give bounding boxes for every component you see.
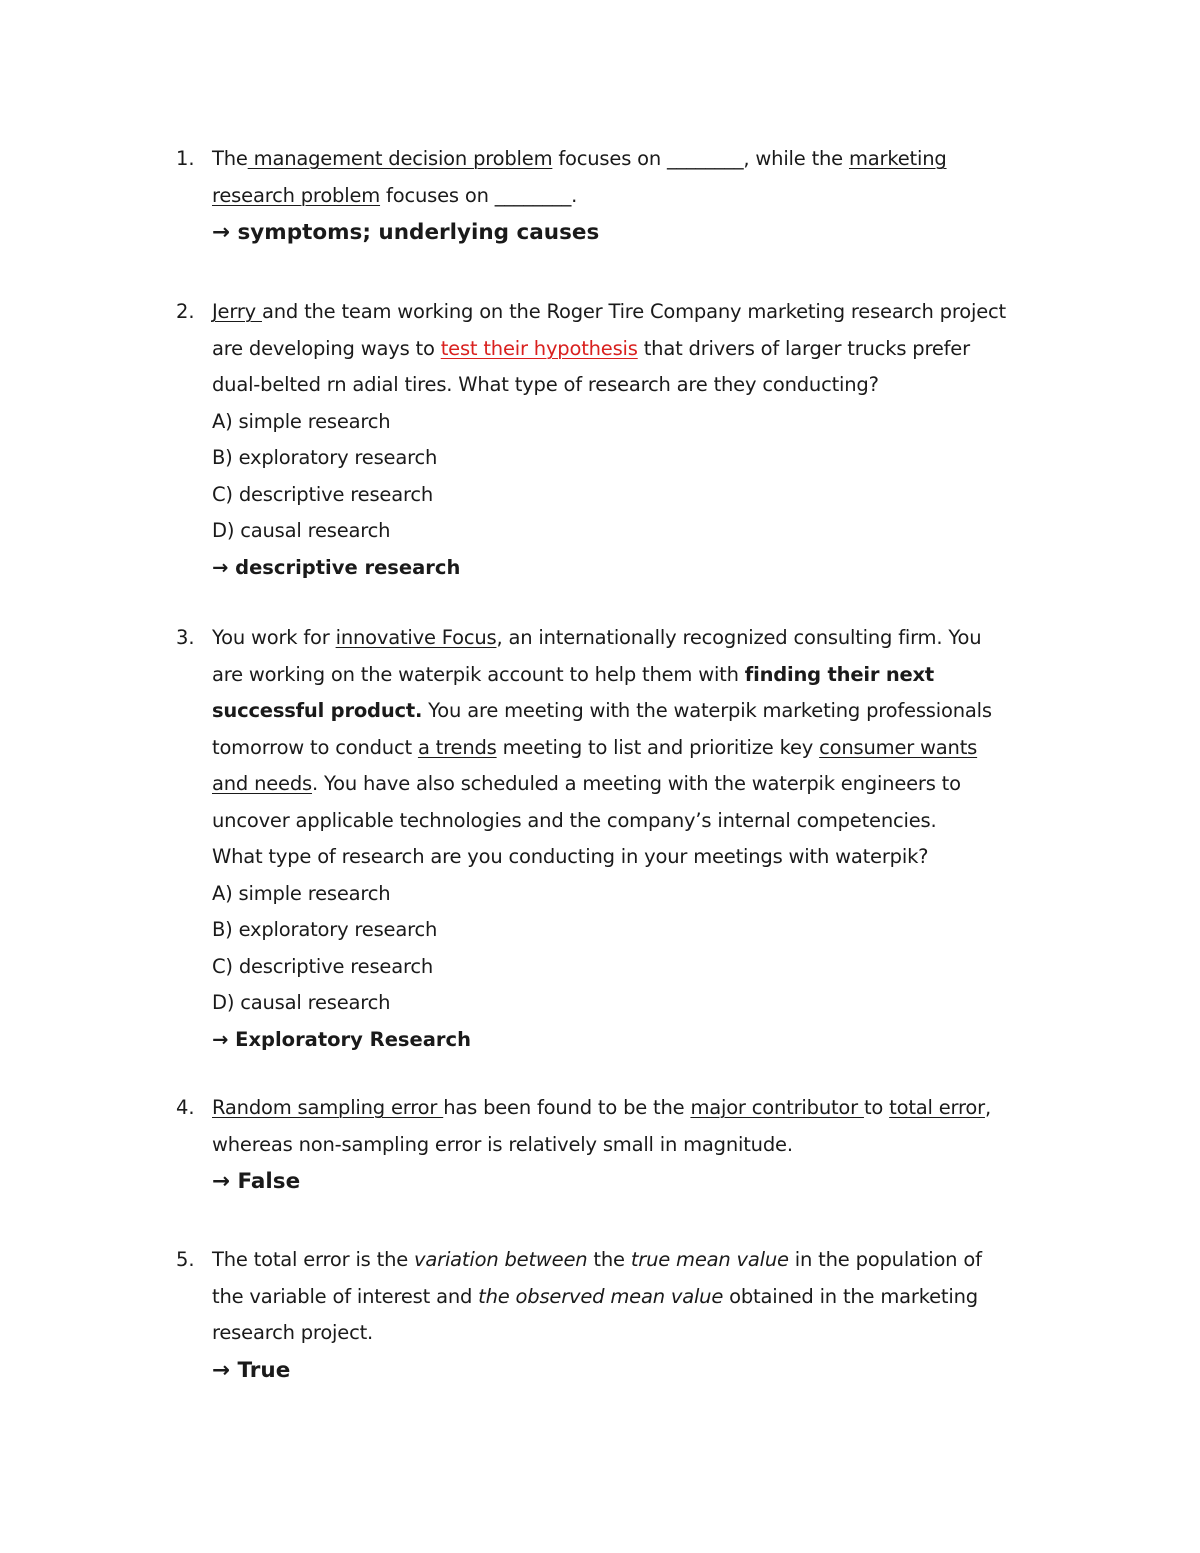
question-line bbox=[212, 141, 1072, 178]
option-a: A) simple research bbox=[212, 881, 391, 905]
underlined-term: Jerry bbox=[212, 300, 262, 323]
text-run: meeting to list and prioritize key bbox=[496, 735, 820, 759]
underlined-term: consumer wants bbox=[819, 735, 978, 759]
text-run: are developing ways to bbox=[212, 336, 441, 360]
underlined-term: major contributor bbox=[690, 1096, 864, 1119]
text-run: The total error is the bbox=[212, 1248, 415, 1271]
question-number: 5. bbox=[176, 1248, 195, 1271]
question-line bbox=[212, 730, 1072, 767]
text-run: , an internationally recognized consulting firm. You bbox=[496, 626, 982, 649]
underlined-term: a trends bbox=[417, 735, 497, 759]
question-line bbox=[212, 693, 1072, 730]
question-line bbox=[212, 1279, 1072, 1316]
question-line bbox=[212, 1242, 1072, 1279]
text-run: . You have also scheduled a meeting with the waterpik engineers to bbox=[311, 772, 961, 795]
text-run: to bbox=[863, 1096, 890, 1119]
option-b: B) exploratory research bbox=[212, 446, 438, 469]
question-line bbox=[212, 1090, 1072, 1127]
option-d: D) causal research bbox=[212, 519, 391, 542]
text-run: in the population of bbox=[788, 1248, 982, 1271]
answer: → True bbox=[212, 1357, 291, 1383]
text-run: has been found to be the bbox=[443, 1096, 691, 1119]
question-line: dual-belted rn adial tires. What type of research are they conducting? bbox=[212, 373, 879, 396]
question-line bbox=[212, 294, 1072, 331]
text-run: focuses on ________. bbox=[380, 183, 578, 207]
underlined-term: Random sampling error bbox=[212, 1096, 444, 1119]
text-run: the bbox=[587, 1248, 631, 1271]
question-line bbox=[212, 620, 1072, 657]
text-run: that drivers of larger trucks prefer bbox=[637, 336, 970, 360]
text-run: are working on the waterpik account to help them with bbox=[212, 662, 745, 686]
answer: → Exploratory Research bbox=[212, 1027, 471, 1051]
text-run: tomorrow to conduct bbox=[212, 735, 418, 759]
underlined-term: total error bbox=[889, 1096, 985, 1119]
underlined-term: marketing bbox=[848, 147, 947, 170]
question-line bbox=[212, 331, 1072, 368]
question-line bbox=[212, 178, 1072, 215]
question-body bbox=[212, 1242, 1072, 1389]
question-line: whereas non-sampling error is relatively small in magnitude. bbox=[212, 1132, 793, 1156]
text-run: , bbox=[984, 1096, 991, 1119]
option-b: B) exploratory research bbox=[212, 918, 438, 941]
question-number: 2. bbox=[176, 300, 195, 323]
bold-phrase: finding their next bbox=[744, 662, 935, 686]
option-c: C) descriptive research bbox=[212, 482, 434, 506]
question-body bbox=[212, 141, 1072, 251]
italic-phrase: true mean value bbox=[630, 1248, 789, 1271]
question-line bbox=[212, 657, 1072, 694]
question-body bbox=[212, 1090, 1072, 1200]
question-line: research project. bbox=[212, 1321, 374, 1344]
question-body bbox=[212, 620, 1072, 1058]
option-d: D) causal research bbox=[212, 991, 391, 1014]
question-number: 1. bbox=[176, 147, 195, 170]
underlined-term: and needs bbox=[212, 772, 312, 795]
text-run: and the team working on the Roger Tire Company marketing research project bbox=[261, 300, 1006, 323]
text-run: the variable of interest and bbox=[212, 1284, 479, 1308]
option-a: A) simple research bbox=[212, 409, 391, 433]
text-run: obtained in the marketing bbox=[723, 1284, 978, 1308]
italic-phrase: variation between bbox=[414, 1248, 588, 1271]
underlined-term: innovative Focus bbox=[335, 626, 497, 649]
italic-phrase: the observed mean value bbox=[478, 1284, 724, 1308]
text-run: focuses on ________, while the bbox=[552, 147, 849, 170]
highlighted-term: test their hypothesis bbox=[440, 336, 638, 360]
underlined-term: research problem bbox=[212, 183, 381, 207]
answer: → False bbox=[212, 1169, 301, 1194]
question-line: uncover applicable technologies and the company’s internal competencies. bbox=[212, 808, 937, 832]
text-run: You are meeting with the waterpik marketing professionals bbox=[422, 699, 992, 722]
text-run: You work for bbox=[212, 626, 336, 649]
question-line: What type of research are you conducting in your meetings with waterpik? bbox=[212, 845, 929, 868]
question-body bbox=[212, 294, 1072, 586]
answer: → descriptive research bbox=[212, 555, 461, 579]
question-number: 4. bbox=[176, 1096, 195, 1119]
question-number: 3. bbox=[176, 626, 195, 649]
bold-phrase: successful product. bbox=[212, 699, 423, 722]
option-c: C) descriptive research bbox=[212, 954, 434, 978]
underlined-term: management decision problem bbox=[247, 147, 553, 170]
answer: → symptoms; underlying causes bbox=[212, 220, 600, 245]
text-run: The bbox=[212, 147, 248, 170]
question-line bbox=[212, 766, 1072, 803]
